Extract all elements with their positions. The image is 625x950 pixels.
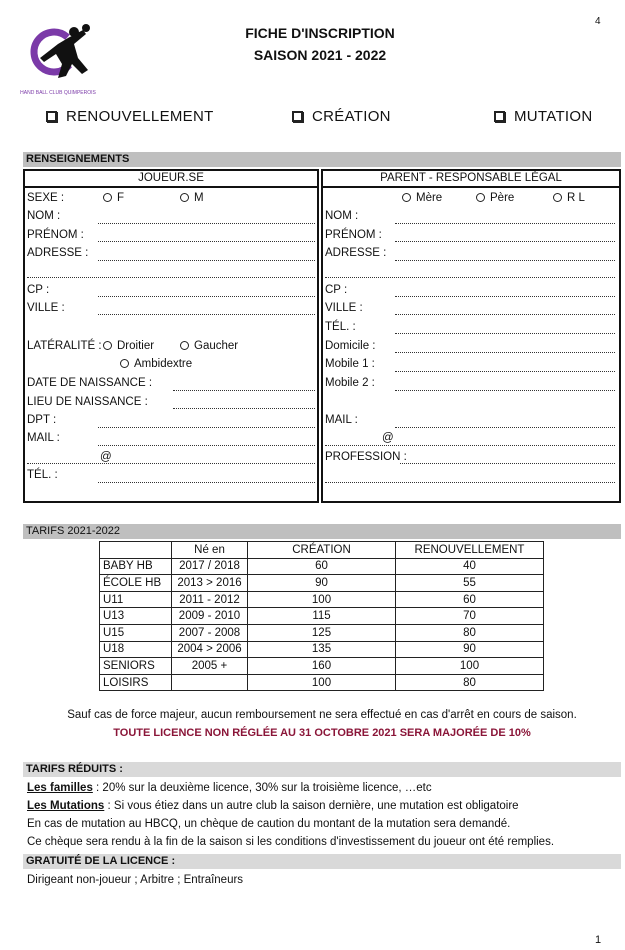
radio-icon[interactable]: [476, 193, 485, 202]
sexe-f-option[interactable]: F: [103, 192, 124, 204]
checkbox-icon[interactable]: [292, 111, 303, 122]
familles-text: Les familles : 20% sur la deuxième licence, 30% sur la troisième licence, …etc: [27, 782, 432, 794]
parent-nom-label: NOM :: [325, 210, 359, 222]
svg-text:HAND BALL CLUB QUIMPEROIS: HAND BALL CLUB QUIMPEROIS: [20, 90, 96, 96]
parent-ville-field[interactable]: [395, 313, 615, 315]
parent-mail-label: MAIL :: [325, 414, 358, 426]
parent-adresse-field[interactable]: [395, 259, 615, 261]
rl-option[interactable]: R L: [553, 192, 585, 204]
mutations-text: Les Mutations : Si vous étiez dans un autre club la saison dernière, une mutation est obligatoire: [27, 800, 519, 812]
mobile2-label: Mobile 2 :: [325, 377, 375, 389]
tarifs-table: [99, 541, 544, 691]
parent-tel-label: TÉL. :: [325, 321, 356, 333]
table-row: U15 2007 - 2008 125 80: [100, 624, 544, 641]
lieu-naissance-label: LIEU DE NAISSANCE :: [27, 396, 148, 408]
parent-mail-at: @: [382, 432, 394, 444]
page-number-top: 4: [595, 16, 601, 27]
joueur-ville-label: VILLE :: [27, 302, 65, 314]
table-row: BABY HB 2017 / 2018 60 40: [100, 558, 544, 575]
parent-cp-label: CP :: [325, 284, 348, 296]
section-tarifs-reduits: TARIFS RÉDUITS :: [23, 762, 621, 777]
season-title: SAISON 2021 - 2022: [253, 47, 387, 63]
club-logo: [20, 18, 98, 98]
parent-prenom-field[interactable]: [395, 240, 615, 242]
parent-ville-label: VILLE :: [325, 302, 363, 314]
joueur-nom-label: NOM :: [27, 210, 61, 222]
sexe-label: SEXE :: [27, 192, 65, 204]
joueur-mail-field-2[interactable]: [27, 462, 315, 464]
choice-renouvellement[interactable]: RENOUVELLEMENT: [46, 108, 214, 125]
joueur-prenom-field[interactable]: [98, 240, 315, 242]
section-gratuite: GRATUITÉ DE LA LICENCE :: [23, 854, 621, 869]
section-tarifs: TARIFS 2021-2022: [23, 524, 621, 539]
domicile-field[interactable]: [395, 351, 615, 353]
joueur-cp-label: CP :: [27, 284, 50, 296]
table-row: SENIORS 2005 + 160 100: [100, 658, 544, 675]
mobile1-label: Mobile 1 :: [325, 358, 375, 370]
mere-option[interactable]: Mère: [402, 192, 442, 204]
parent-cp-field[interactable]: [395, 295, 615, 297]
choice-mutation[interactable]: MUTATION: [494, 108, 593, 125]
radio-icon[interactable]: [120, 359, 129, 368]
late-payment-warning: TOUTE LICENCE NON RÉGLÉE AU 31 OCTOBRE 2021 SERA MAJORÉE DE 10%: [113, 727, 531, 739]
table-row: U11 2011 - 2012 100 60: [100, 591, 544, 608]
table-row: ÉCOLE HB 2013 > 2016 90 55: [100, 575, 544, 592]
joueur-adresse-field[interactable]: [98, 259, 315, 261]
joueur-adresse-field-2[interactable]: [27, 276, 315, 278]
section-renseignements: RENSEIGNEMENTS: [23, 152, 621, 167]
table-row: U18 2004 > 2006 135 90: [100, 641, 544, 658]
lateralite-label: LATÉRALITÉ :: [27, 340, 102, 352]
joueur-mail-label: MAIL :: [27, 432, 60, 444]
joueur-adresse-label: ADRESSE :: [27, 247, 89, 259]
sexe-m-option[interactable]: M: [180, 192, 204, 204]
mobile2-field[interactable]: [395, 389, 615, 391]
table-header-row: Né en CRÉATION RENOUVELLEMENT: [100, 542, 544, 559]
joueur-tel-label: TÉL. :: [27, 469, 58, 481]
pere-option[interactable]: Père: [476, 192, 514, 204]
parent-adresse-label: ADRESSE :: [325, 247, 387, 259]
joueur-prenom-label: PRÉNOM :: [27, 229, 84, 241]
radio-icon[interactable]: [103, 341, 112, 350]
form-title: FICHE D'INSCRIPTION: [245, 25, 395, 41]
radio-icon[interactable]: [180, 193, 189, 202]
parent-prenom-label: PRÉNOM :: [325, 229, 382, 241]
radio-icon[interactable]: [402, 193, 411, 202]
radio-icon[interactable]: [180, 341, 189, 350]
dpt-label: DPT :: [27, 414, 57, 426]
parent-mail-field-2[interactable]: [325, 444, 615, 446]
cheque-return-text: Ce chèque sera rendu à la fin de la saison si les conditions d'investissement du joueur ont été remplies.: [27, 836, 555, 848]
joueur-heading: JOUEUR.SE: [24, 170, 318, 188]
profession-label: PROFESSION :: [325, 451, 407, 463]
table-row: U13 2009 - 2010 115 70: [100, 608, 544, 625]
date-naissance-label: DATE DE NAISSANCE :: [27, 377, 153, 389]
parent-nom-field[interactable]: [395, 222, 615, 224]
choice-creation[interactable]: CRÉATION: [292, 108, 391, 125]
parent-tel-field[interactable]: [395, 332, 615, 334]
radio-icon[interactable]: [553, 193, 562, 202]
parent-adresse-field-2[interactable]: [325, 276, 615, 278]
joueur-cp-field[interactable]: [98, 295, 315, 297]
checkbox-icon[interactable]: [46, 111, 57, 122]
mutation-caution-text: En cas de mutation au HBCQ, un chèque de caution du montant de la mutation sera demandé.: [27, 818, 511, 830]
joueur-mail-field[interactable]: [98, 444, 315, 446]
page-number-bottom: 1: [595, 934, 602, 946]
ambidextre-option[interactable]: Ambidextre: [120, 358, 192, 370]
refund-note: Sauf cas de force majeur, aucun remboursement ne sera effectué en cas d'arrêt en cours de saison.: [67, 709, 577, 721]
lieu-naissance-field[interactable]: [173, 407, 315, 409]
joueur-nom-field[interactable]: [98, 222, 315, 224]
droitier-option[interactable]: Droitier: [103, 340, 154, 352]
checkbox-icon[interactable]: [494, 111, 505, 122]
gaucher-option[interactable]: Gaucher: [180, 340, 238, 352]
profession-field[interactable]: [400, 462, 615, 464]
parent-mail-field[interactable]: [395, 426, 615, 428]
joueur-ville-field[interactable]: [98, 313, 315, 315]
profession-field-2[interactable]: [325, 481, 615, 483]
joueur-tel-field[interactable]: [98, 481, 315, 483]
table-row: LOISIRS 100 80: [100, 674, 544, 691]
joueur-mail-at: @: [100, 451, 112, 463]
date-naissance-field[interactable]: [173, 389, 315, 391]
dpt-field[interactable]: [98, 426, 315, 428]
joueur-box: [23, 169, 319, 503]
domicile-label: Domicile :: [325, 340, 376, 352]
gratuite-text: Dirigeant non-joueur ; Arbitre ; Entraîneurs: [27, 874, 244, 886]
parent-heading: PARENT - RESPONSABLE LÉGAL: [322, 170, 620, 188]
mobile1-field[interactable]: [395, 370, 615, 372]
radio-icon[interactable]: [103, 193, 112, 202]
